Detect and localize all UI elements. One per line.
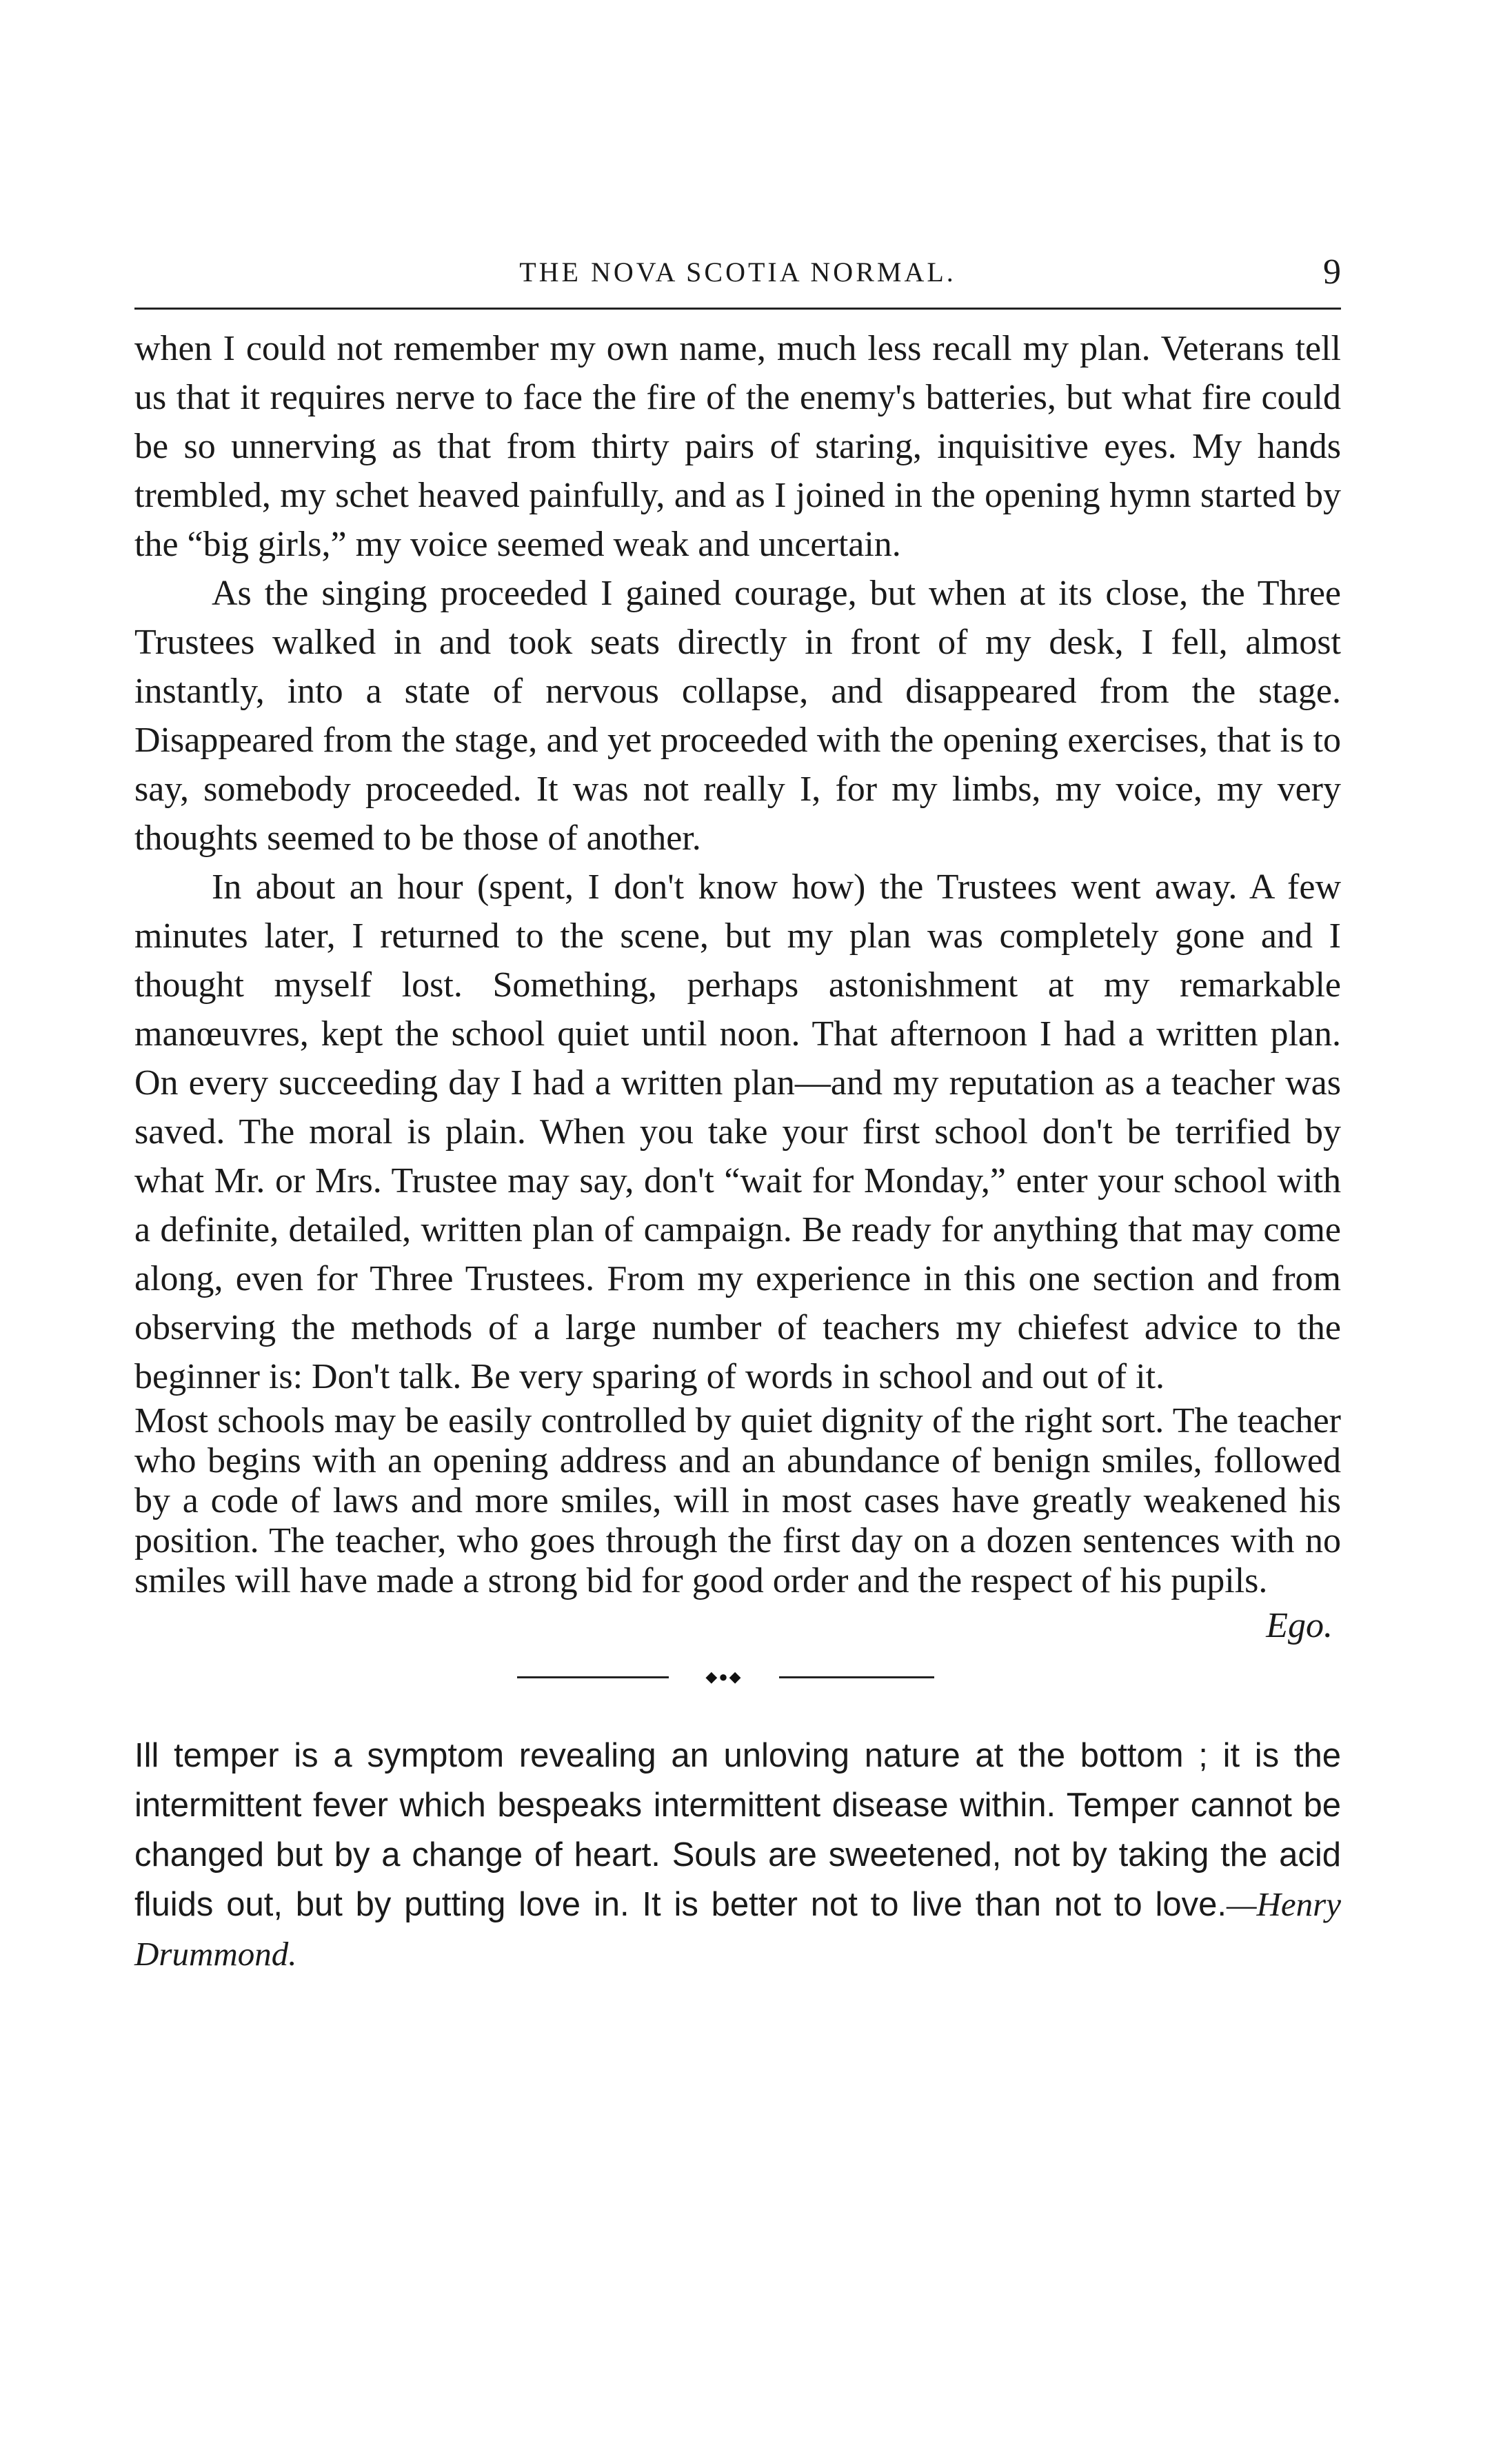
ornament-rule <box>517 1668 934 1685</box>
text-block <box>134 324 1341 1979</box>
running-head <box>134 245 1341 300</box>
section-divider <box>134 1648 1341 1703</box>
author-signature: Ego. <box>1266 1606 1333 1645</box>
header-rule <box>134 308 1341 310</box>
paragraph-singing: As the singing proceeded I gained courage, but when at its close, the Three Trustees walked in and took seats directly in front of my desk, I fell, almost instantly, into a state of nervous collapse, and disappeared from the stage. Disappeared from the stage, and yet proceeded with the opening exercises, that is to say, somebody proceeded. It was not really I, for my limbs, my voice, my very thoughts seemed to be those of another. <box>134 574 1341 858</box>
quote-author: —Henry Drummond. <box>134 1885 1341 1973</box>
running-title: THE NOVA SCOTIA NORMAL. <box>519 257 956 288</box>
paragraph-continued: when I could not remember my own name, much less recall my plan. Veterans tell us that it requires nerve to face the fire of the enemy's batteries, but what fire could be so unnerving as that from thirty pairs of staring, inquisitive eyes. My hands trembled, my schet heaved painfully, and as I joined in the opening hymn started by the “big girls,” my voice seemed weak and uncertain. <box>134 329 1341 564</box>
quote-text: Ill temper is a symptom revealing an unloving nature at the bottom ; it is the intermittent fever which bespeaks intermittent disease within. Temper cannot be changed but by a change of heart. Souls are sweetened, not by taking the acid fluids out, but by putting love in. It is better not to live than not to love. <box>134 1737 1341 1923</box>
ornament-glyphs: ◆●◆ <box>669 1671 779 1683</box>
page-number: 9 <box>1323 252 1341 292</box>
paragraph-trustees: In about an hour (spent, I don't know how) the Trustees went away. A few minutes later, I returned to the scene, but my plan was completely gone and I thought myself lost. Something, perhaps astonishment at my remarkable manœuvres, kept the school quiet until noon. That afternoon I had a written plan. On every succeeding day I had a written plan—and my reputation as a teacher was saved. The moral is plain. When you take your first school don't be terrified by what Mr. or Mrs. Trustee may say, don't “wait for Monday,” enter your school with a definite, detailed, written plan of campaign. Be ready for anything that may come along, even for Three Trustees. From my experience in this one section and from observing the methods of a large number of teachers my chiefest advice to the beginner is: Don't talk. Be very sparing of words in school and out of it. <box>134 867 1341 1396</box>
paragraph-advice: Most schools may be easily controlled by quiet dignity of the right sort. The teacher who begins with an opening address and an abundance of benign smiles, followed by a code of laws and more smiles, will in most cases have greatly weakened his position. The teacher, who goes through the first day on a dozen sentences with no smiles will have made a strong bid for good order and the respect of his pupils. <box>134 1401 1341 1600</box>
drummond-quote <box>134 1731 1341 1979</box>
